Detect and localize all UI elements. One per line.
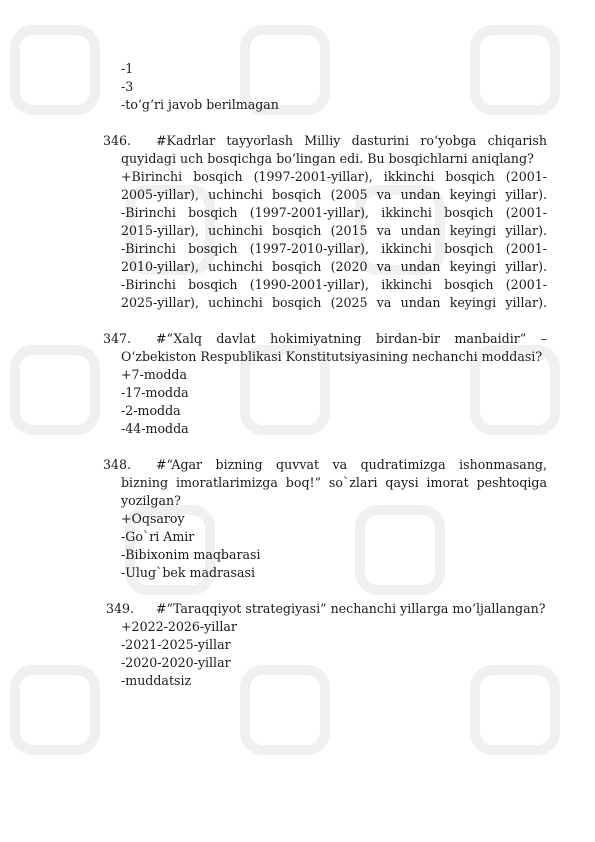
answer-option: 2025-yillar), uchinchi bosqich (2025 va undan keyingi yillar). <box>121 295 547 310</box>
question-text: #Kadrlar tayyorlash Milliy dasturini ro‘yobga chiqarish <box>156 133 547 148</box>
answer-option: -muddatsiz <box>121 673 192 688</box>
answer-option: -2020-2020-yillar <box>121 655 231 670</box>
answer-option: -Birinchi bosqich (1997-2001-yillar), ikkinchi bosqich (2001- <box>121 205 547 220</box>
option-line: -3 <box>121 79 134 94</box>
answer-option: 2005-yillar), uchinchi bosqich (2005 va undan keyingi yillar). <box>121 187 547 202</box>
answer-option: 2015-yillar), uchinchi bosqich (2015 va undan keyingi yillar). <box>121 223 547 238</box>
question-text: #“Agar bizning quvvat va qudratimizga ishonmasang, <box>156 457 547 472</box>
answer-option-correct: +7-modda <box>121 367 187 382</box>
question-text: bizning imoratlarimizga boq!” so`zlari qaysi imorat peshtoqiga <box>121 475 547 490</box>
answer-option: 2010-yillar), uchinchi bosqich (2020 va undan keyingi yillar). <box>121 259 547 274</box>
answer-option: -Ulug`bek madrasasi <box>121 565 256 580</box>
question-number: 346. <box>103 133 132 148</box>
answer-option-correct: +2022-2026-yillar <box>121 619 237 634</box>
question-text: yozilgan? <box>121 493 181 508</box>
answer-option: -2-modda <box>121 403 181 418</box>
answer-option: -Birinchi bosqich (1990-2001-yillar), ikkinchi bosqich (2001- <box>121 277 547 292</box>
answer-option: -2021-2025-yillar <box>121 637 231 652</box>
question-text: O‘zbekiston Respublikasi Konstitutsiyasining nechanchi moddasi? <box>121 349 543 364</box>
answer-option: -Go`ri Amir <box>121 529 195 544</box>
option-line: -1 <box>121 61 134 76</box>
question-number: 348. <box>103 457 132 472</box>
question-text: #“Taraqqiyot strategiyasi” nechanchi yillarga mo‘ljallangan? <box>156 601 546 616</box>
answer-option-correct: +Oqsaroy <box>121 511 185 526</box>
question-number: 349. <box>106 601 135 616</box>
question-text: quyidagi uch bosqichga bo‘lingan edi. Bu bosqichlarni aniqlang? <box>121 151 534 166</box>
answer-option: -Bibixonim maqbarasi <box>121 547 261 562</box>
answer-option-correct: +Birinchi bosqich (1997-2001-yillar), ikkinchi bosqich (2001- <box>121 169 547 184</box>
answer-option: -17-modda <box>121 385 189 400</box>
question-number: 347. <box>103 331 132 346</box>
option-line: -to‘g‘ri javob berilmagan <box>121 97 279 112</box>
question-text: #“Xalq davlat hokimiyatning birdan-bir manbaidir” – <box>156 331 547 346</box>
answer-option: -Birinchi bosqich (1997-2010-yillar), ikkinchi bosqich (2001- <box>121 241 547 256</box>
answer-option: -44-modda <box>121 421 189 436</box>
